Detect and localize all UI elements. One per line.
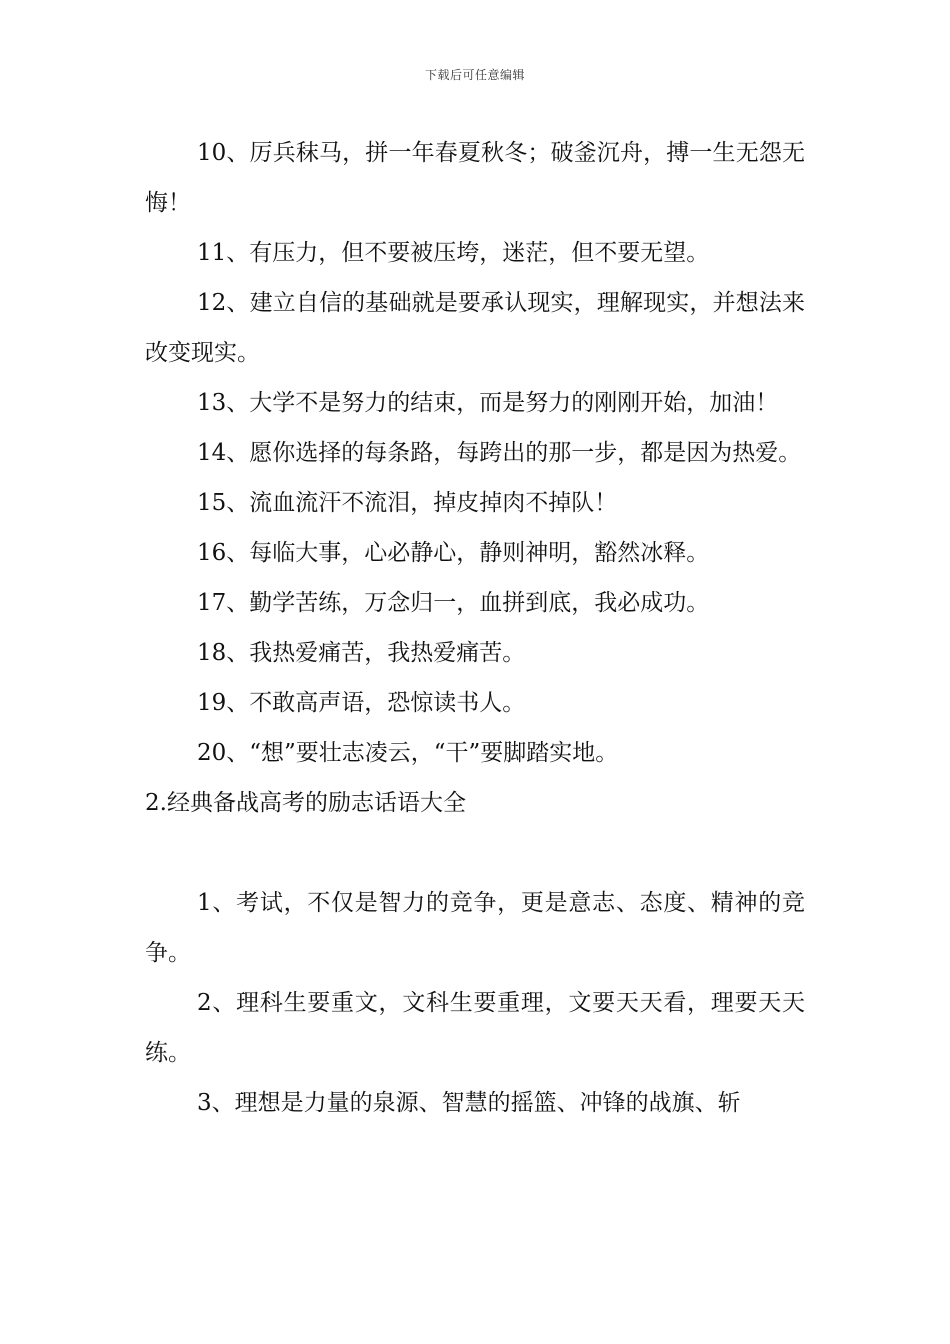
document-body [145,128,805,1128]
list-item: 16、每临大事，心必静心，静则神明，豁然冰释。 [197,540,710,566]
list-item: 15、流血流汗不流泪，掉皮掉肉不掉队！ [197,490,618,516]
list-item: 10、厉兵秣马，拼一年春夏秋冬；破釜沉舟，搏一生无怨无悔！ [145,140,805,216]
list-item: 18、我热爱痛苦，我热爱痛苦。 [197,640,526,666]
list-item: 11、有压力，但不要被压垮，迷茫，但不要无望。 [197,240,710,266]
list-item: 19、不敢高声语，恐惊读书人。 [197,690,526,716]
list-item: 2、理科生要重文，文科生要重理，文要天天看，理要天天练。 [145,990,805,1066]
list-item: 13、大学不是努力的结束，而是努力的刚刚开始，加油！ [197,390,779,416]
list-item: 12、建立自信的基础就是要承认现实，理解现实，并想法来改变现实。 [145,290,805,366]
section-heading: 2.经典备战高考的励志话语大全 [145,790,466,816]
list-item: 17、勤学苦练，万念归一，血拼到底，我必成功。 [197,590,710,616]
list-item: 20、“想”要壮志凌云，“干”要脚踏实地。 [197,740,619,766]
blank-line [145,828,805,878]
list-item: 3、理想是力量的泉源、智慧的摇篮、冲锋的战旗、斩 [197,1090,741,1116]
header-note: 下载后可任意编辑 [424,68,525,82]
list-item: 14、愿你选择的每条路，每跨出的那一步，都是因为热爱。 [197,440,802,466]
list-item: 1、考试，不仅是智力的竞争，更是意志、态度、精神的竞争。 [145,890,805,966]
